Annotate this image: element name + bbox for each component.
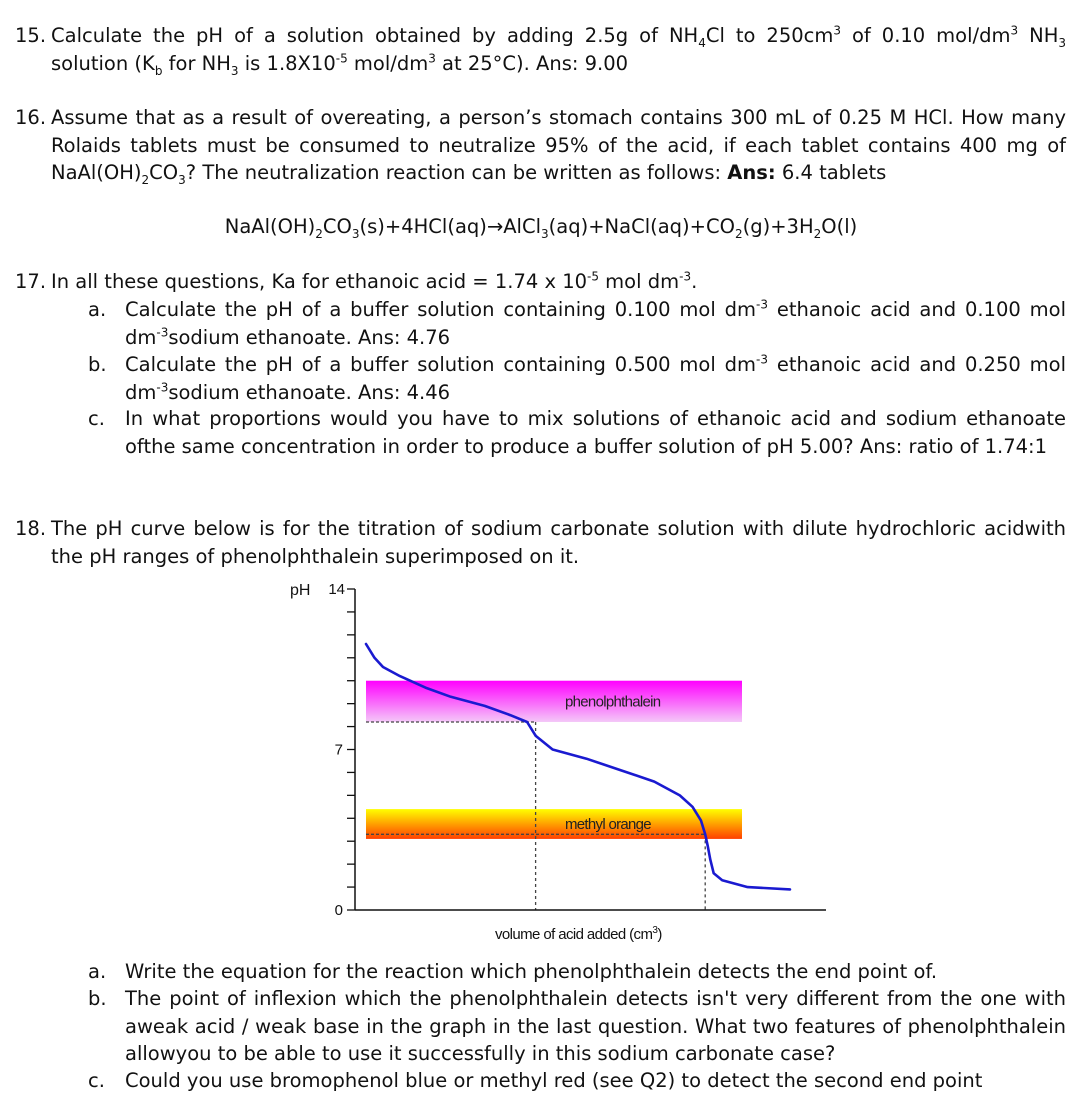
- y-tick-label: 0: [334, 902, 343, 919]
- question-text: Calculate the pH of a solution obtained by adding 2.5g of $NH_4Cl$ to $250cm^3$ of 0.10 mol/$dm^3$ $NH_3$ solution ($K_b$ for $NH_3$ is $1.8X10^{-5}$ mol/$dm^3$ at 25°C). Ans: 9.00: [51, 23, 1067, 78]
- question-number: 16.: [15, 106, 47, 129]
- x-axis-label: volume of acid added $(cm^3)$: [495, 925, 662, 943]
- methyl-orange-label: methyl orange: [565, 816, 651, 834]
- question-18c: c. Could you use bromophenol blue or methyl red (see Q2) to detect the second end point: [88, 1069, 983, 1092]
- y-tick-label: 14: [328, 581, 345, 598]
- y-tick-label: 7: [334, 741, 343, 759]
- question-18a: a. Write the equation for the reaction which phenolphthalein detects the end point of.: [88, 960, 938, 983]
- question-number: 18.: [15, 517, 47, 540]
- answer-label: Ans:: [727, 161, 776, 184]
- question-number: 17.: [15, 270, 47, 293]
- question-text: Assume that as a result of overeating, a person’s stomach contains 300 mL of 0.25 M HCl. How many Rolaids tablets must be consumed to neutralize 95% of the acid, if each tablet contains 400 mg of $NaAl(OH)_2CO_3$? The neutralization reaction can be written as follows: Ans: 6.4 tablets: [51, 106, 1066, 187]
- question-text: In all these questions, Ka for ethanoic acid = 1.74 x $10^{-5}$ mol $dm^{-3}$.: [51, 269, 698, 293]
- question-18b: b. The point of inflexion which the phenolphthalein detects isn't very different from the one with aweak acid / weak base in the graph in the last question. What two features of phenolphthalein allowyou to be able to use it successfully in this sodium carbonate case?: [88, 987, 1066, 1065]
- neutralization-equation: $NaAl(OH)_2CO_3(s)+4HCl(aq)\to AlCl_3(aq)+NaCl(aq)+CO_2(g)+3H_2O(l)$: [224, 215, 858, 241]
- question-text: The pH curve below is for the titration of sodium carbonate solution with dilute hydrochloric acidwith the pH ranges of phenolphthalein superimposed on it.: [51, 517, 1066, 568]
- question-17b: b. Calculate the pH of a buffer solution containing 0.500 mol $dm^{-3}$ ethanoic acid and 0.250 mol $dm^{-3}sodium$ ethanoate. Ans: 4.46: [88, 352, 1066, 404]
- question-17c: c. In what proportions would you have to mix solutions of ethanoic acid and sodium ethanoate ofthe same concentration in order to produce a buffer solution of pH 5.00? Ans: ratio of 1.74:1: [88, 407, 1066, 458]
- question-17a: a. Calculate the pH of a buffer solution containing 0.100 mol $dm^{-3}$ ethanoic acid and 0.100 mol $dm^{-3}sodium$ ethanoate. Ans: 4.76: [88, 297, 1066, 349]
- question-number: 15.: [15, 24, 47, 47]
- y-axis-label: pH: [290, 582, 311, 599]
- phenolphthalein-label: phenolphthalein: [565, 693, 661, 711]
